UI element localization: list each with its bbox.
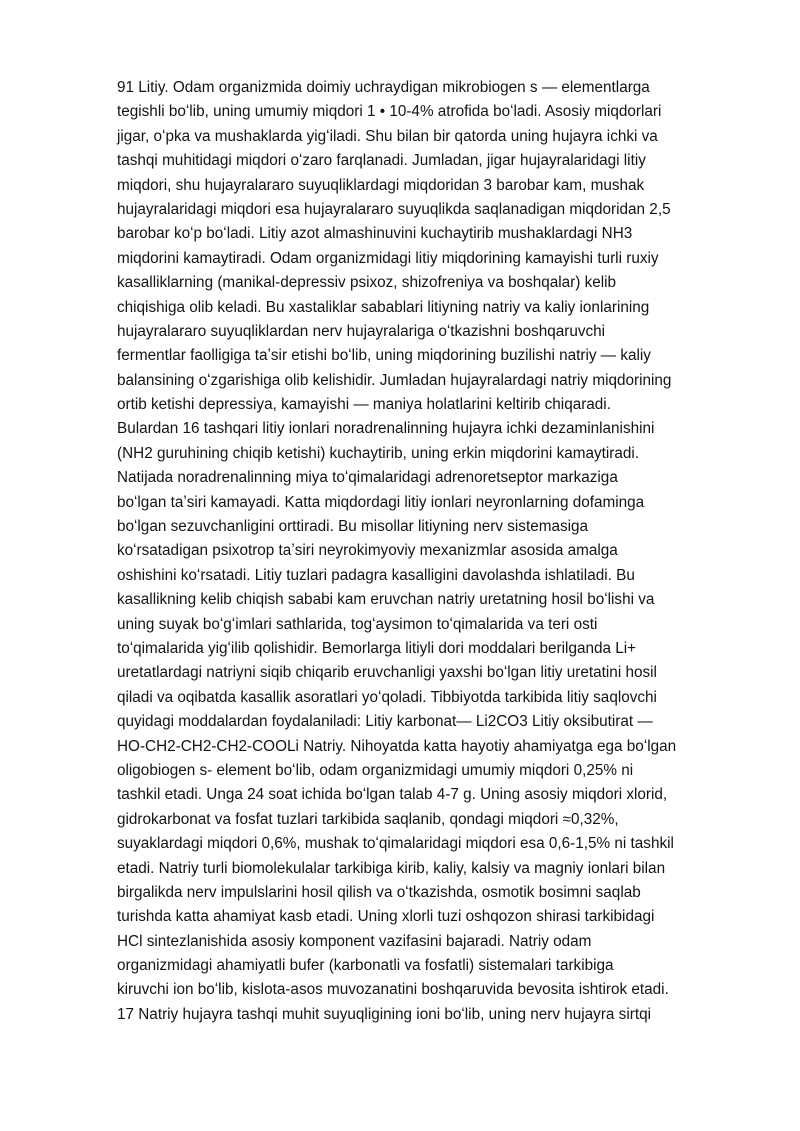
text-line: Bulardan 16 tashqari litiy ionlari noradrenalinning hujayra ichki dezaminlanishini <box>117 420 655 438</box>
text-line: hujayralararo suyuqliklardan nerv hujayralariga oʻtkazishni boshqaruvchi <box>117 322 606 340</box>
text-line: chiqishiga olib keladi. Bu xastaliklar sabablari litiyning natriy va kaliy ionlarining <box>117 298 650 316</box>
text-line: qiladi va oqibatda kasallik asoratlari yoʻqoladi. Tibbiyotda tarkibida litiy saqlovchi <box>117 688 657 706</box>
text-line: jigar, oʻpka va mushaklarda yigʻiladi. Shu bilan bir qatorda uning hujayra ichki va <box>117 127 658 145</box>
text-line: birgalikda nerv impulslarini hosil qilish va oʻtkazishda, osmotik bosimni saqlab <box>117 883 641 901</box>
text-line: koʻrsatadigan psixotrop taʼsiri neyrokimyoviy mexanizmlar asosida amalga <box>117 542 618 560</box>
text-line: oligobiogen s- element boʻlib, odam organizmidagi umumiy miqdori 0,25% ni <box>117 761 634 779</box>
text-line: 91 Litiy. Odam organizmida doimiy uchraydigan mikrobiogen s — elementlarga <box>117 79 650 96</box>
text-line: Natijada noradrenalinning miya toʻqimalaridagi adrenoretseptor markaziga <box>117 469 618 487</box>
text-line: suyaklardagi miqdori 0,6%, mushak toʻqimalaridagi miqdori esa 0,6-1,5% ni tashkil <box>117 835 674 853</box>
text-line: turishda katta ahamiyat kasb etadi. Uning xlorli tuzi oshqozon shirasi tarkibidagi <box>117 908 655 926</box>
text-line: uretatlardagi natriyni siqib chiqarib eruvchanligi yaxshi boʻlgan litiy uretatini hosil <box>117 664 657 682</box>
text-line: toʻqimalarida yigʻilib qolishidir. Bemorlarga litiyli dori moddalari berilganda Li+ <box>117 639 637 657</box>
text-line: balansining oʻzgarishiga olib kelishidir. Jumladan hujayralardagi natriy miqdorining <box>117 371 672 389</box>
text-line: quyidagi moddalardan foydalaniladi: Litiy karbonat— Li2CO3 Litiy oksibutirat — <box>117 713 653 731</box>
text-line: miqdorini kamaytiradi. Odam organizmidagi litiy miqdorining kamayishi turli ruxiy <box>117 249 659 267</box>
text-line: kasallikning kelib chiqish sababi kam eruvchan natriy uretatning hosil boʻlishi va <box>117 591 655 609</box>
body-text <box>117 76 767 1027</box>
text-line: tashkil etadi. Unga 24 soat ichida boʻlgan talab 4-7 g. Uning asosiy miqdori xlorid, <box>117 786 668 804</box>
text-line: HO-CH2-CH2-CH2-COOLi Natriy. Nihoyatda katta hayotiy ahamiyatga ega boʻlgan <box>117 737 677 755</box>
text-line: kiruvchi ion boʻlib, kislota-asos muvozanatini boshqaruvida bevosita ishtirok etadi. <box>117 981 669 999</box>
text-line: (NH2 guruhining chiqib ketishi) kuchaytirib, uning erkin miqdorini kamaytiradi. <box>117 444 640 462</box>
text-line: miqdori, shu hujayralararo suyuqliklardagi miqdoridan 3 barobar kam, mushak <box>117 176 645 194</box>
text-line: tashqi muhitidagi miqdori oʻzaro farqlanadi. Jumladan, jigar hujayralaridagi litiy <box>117 152 646 170</box>
text-line: tegishli boʻlib, uning umumiy miqdori 1 • 10-4% atrofida boʻladi. Asosiy miqdorlari <box>117 103 662 121</box>
text-line: HCl sintezlanishida asosiy komponent vazifasini bajaradi. Natriy odam <box>117 932 592 950</box>
text-line: boʻlgan taʼsiri kamayadi. Katta miqdordagi litiy ionlari neyronlarning dofaminga <box>117 493 645 511</box>
text-line: ortib ketishi depressiya, kamayishi — maniya holatlarini keltirib chiqaradi. <box>117 396 611 414</box>
text-line: kasalliklarning (manikal-depressiv psixoz, shizofreniya va boshqalar) kelib <box>117 274 617 292</box>
text-line: hujayralaridagi miqdori esa hujayralararo suyuqlikda saqlanadigan miqdoridan 2,5 <box>117 200 671 218</box>
text-line: boʻlgan sezuvchanligini orttiradi. Bu misollar litiyning nerv sistemasiga <box>117 518 589 536</box>
text-line: barobar koʻp boʻladi. Litiy azot almashinuvini kuchaytirib mushaklardagi NH3 <box>117 225 633 243</box>
text-line: fermentlar faolligiga taʼsir etishi boʻlib, uning miqdorining buzilishi natriy — kaliy <box>117 347 651 365</box>
text-line: etadi. Natriy turli biomolekulalar tarkibiga kirib, kaliy, kalsiy va magniy ionlari bilan <box>117 859 666 877</box>
text-line: uning suyak boʻgʻimlari sathlarida, togʻaysimon toʻqimalarida va teri osti <box>117 615 598 633</box>
text-line: gidrokarbonat va fosfat tuzlari tarkibida saqlanib, qondagi miqdori ≈0,32%, <box>117 810 619 828</box>
text-line: oshishini koʻrsatadi. Litiy tuzlari padagra kasalligini davolashda ishlatiladi. Bu <box>117 566 635 584</box>
text-line: 17 Natriy hujayra tashqi muhit suyuqligining ioni boʻlib, uning nerv hujayra sirtqi <box>117 1005 651 1023</box>
text-line: organizmidagi ahamiyatli bufer (karbonatli va fosfatli) sistemalari tarkibiga <box>117 957 614 975</box>
